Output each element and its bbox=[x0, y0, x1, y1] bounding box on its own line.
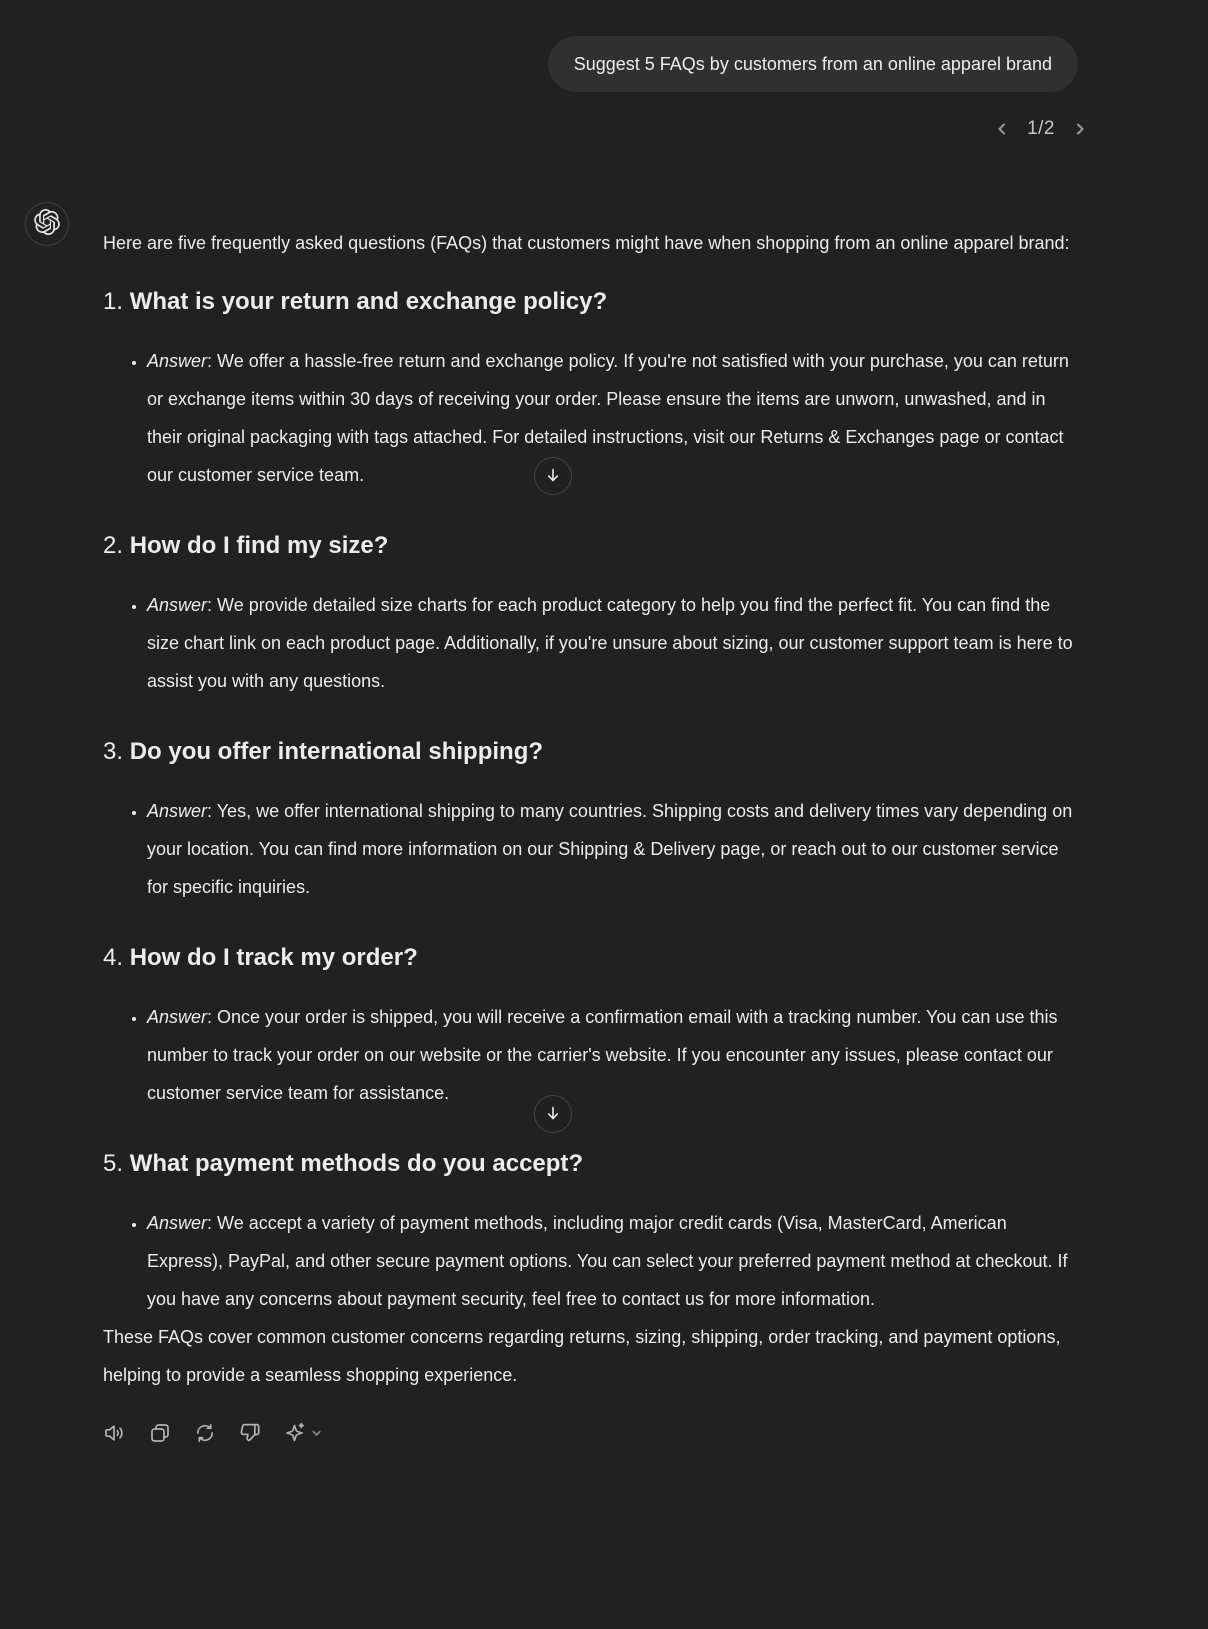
user-message-row bbox=[0, 0, 1208, 92]
assistant-message-content bbox=[103, 224, 1083, 1446]
arrow-down-icon bbox=[544, 466, 562, 487]
chevron-down-icon bbox=[310, 1427, 323, 1440]
faq-heading-4: 4. How do I track my order? bbox=[103, 944, 418, 971]
thumbs-down-icon bbox=[238, 1421, 262, 1445]
faq-answer-list-2 bbox=[103, 586, 1083, 700]
chevron-right-icon bbox=[1072, 121, 1088, 137]
regenerate-icon bbox=[193, 1421, 217, 1445]
message-action-bar bbox=[103, 1420, 1083, 1446]
previous-response-button[interactable] bbox=[992, 119, 1012, 139]
faq-heading-3: 3. Do you offer international shipping? bbox=[103, 738, 544, 765]
regenerate-button[interactable] bbox=[193, 1421, 217, 1445]
pager-label: 1/2 bbox=[1027, 118, 1055, 139]
copy-icon bbox=[148, 1421, 172, 1445]
faq-answer-3: • Answer: Yes, we offer international shipping to many countries. Shipping costs and delivery times vary depending on your location. You can find more information on our Shipping & Delivery page, or reach out to our customer service for specific inquiries. bbox=[147, 792, 1083, 906]
sparkle-icon bbox=[283, 1421, 307, 1445]
faq-answer-1: • Answer: We offer a hassle-free return and exchange policy. If you're not satisfied with your purchase, you can return or exchange items within 30 days of receiving your order. Please ensure the items are unworn, unwashed, and in their original packaging with tags attached. For detailed instructions, visit our Returns & Exchanges page or contact our customer service team. bbox=[147, 342, 1083, 494]
assistant-avatar bbox=[25, 202, 69, 246]
next-response-button[interactable] bbox=[1070, 119, 1090, 139]
faq-answer-4: • Answer: Once your order is shipped, you will receive a confirmation email with a tracking number. You can use this number to track your order on our website or the carrier's website. If you encounter any issues, please contact our customer service team for assistance. bbox=[147, 998, 1083, 1112]
speaker-icon bbox=[103, 1421, 127, 1445]
bad-response-button[interactable] bbox=[238, 1421, 262, 1445]
faq-heading-2: 2. How do I find my size? bbox=[103, 532, 389, 559]
copy-button[interactable] bbox=[148, 1421, 172, 1445]
faq-heading-1: 1. What is your return and exchange policy? bbox=[103, 288, 608, 315]
faq-answer-list-1 bbox=[103, 342, 1083, 494]
openai-logo-icon bbox=[34, 209, 60, 240]
user-message-text: Suggest 5 FAQs by customers from an online apparel brand bbox=[573, 54, 1052, 74]
chevron-left-icon bbox=[994, 121, 1010, 137]
user-message-bubble bbox=[548, 36, 1078, 92]
assistant-message bbox=[103, 224, 1083, 1446]
scroll-to-bottom-button[interactable] bbox=[534, 1095, 572, 1133]
faq-answer-2: • Answer: We provide detailed size charts for each product category to help you find the perfect fit. You can find the size chart link on each product page. Additionally, if you're unsure about sizing, our customer support team is here to assist you with any questions. bbox=[147, 586, 1083, 700]
closing-paragraph: These FAQs cover common customer concerns regarding returns, sizing, shipping, order tracking, and payment options, helping to provide a seamless shopping experience. bbox=[103, 1327, 1061, 1385]
message-pager bbox=[0, 114, 1090, 144]
faq-answer-list-3 bbox=[103, 792, 1083, 906]
model-switcher-button[interactable] bbox=[283, 1421, 323, 1445]
intro-paragraph: Here are five frequently asked questions (FAQs) that customers might have when shopping from an online apparel brand: bbox=[103, 233, 1070, 253]
faq-answer-5: • Answer: We accept a variety of payment methods, including major credit cards (Visa, MasterCard, American Express), PayPal, and other secure payment options. You can select your preferred payment method at checkout. If you have any concerns about payment security, feel free to contact us for more information. bbox=[147, 1204, 1083, 1318]
read-aloud-button[interactable] bbox=[103, 1421, 127, 1445]
arrow-down-icon bbox=[544, 1104, 562, 1125]
scroll-to-bottom-button[interactable] bbox=[534, 457, 572, 495]
faq-heading-5: 5. What payment methods do you accept? bbox=[103, 1150, 584, 1177]
faq-answer-list-5 bbox=[103, 1204, 1083, 1318]
faq-answer-list-4 bbox=[103, 998, 1083, 1112]
